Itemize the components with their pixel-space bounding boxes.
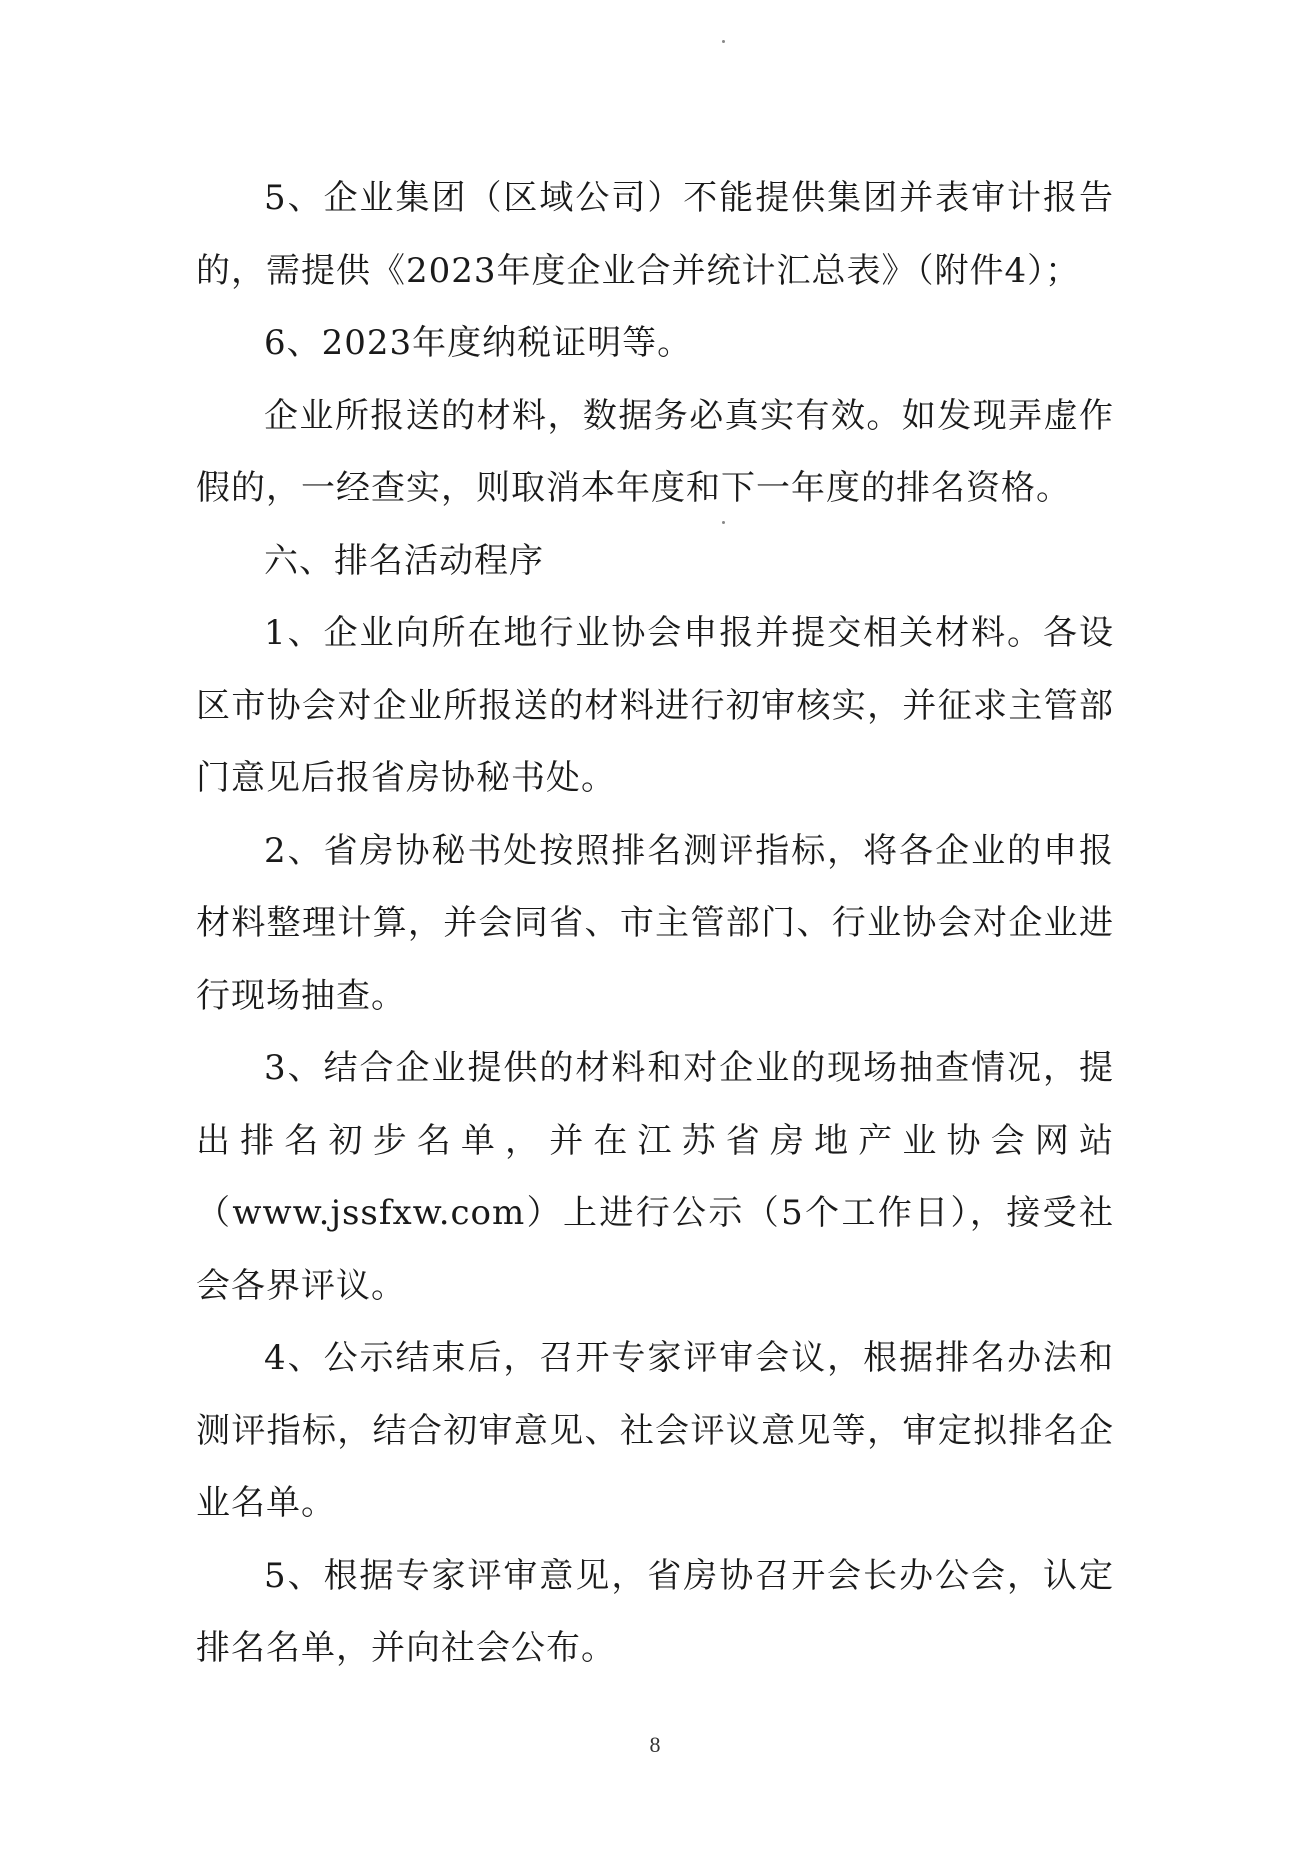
document-body xyxy=(196,162,1114,1685)
paragraph-step-2: 2、省房协秘书处按照排名测评指标，将各企业的申报材料整理计算，并会同省、市主管部门、行业协会对企业进行现场抽查。 xyxy=(196,830,1114,1016)
scan-speck xyxy=(722,40,725,43)
paragraph-item-6: 6、2023年度纳税证明等。 xyxy=(264,323,693,363)
page-number: 8 xyxy=(649,1732,661,1757)
paragraph-step-5: 5、根据专家评审意见，省房协召开会长办公会，认定排名名单，并向社会公布。 xyxy=(196,1555,1114,1668)
paragraph-step-3: 3、结合企业提供的材料和对企业的现场抽查情况，提出排名初步名单，并在江苏省房地产业协会网站（www.jssfxw.com）上进行公示（5个工作日），接受社会各界评议。 xyxy=(196,1048,1114,1306)
section-heading: 六、排名活动程序 xyxy=(264,540,544,581)
paragraph-authenticity-notice: 企业所报送的材料，数据务必真实有效。如发现弄虚作假的，一经查实，则取消本年度和下一年度的排名资格。 xyxy=(196,395,1114,508)
paragraph-step-1: 1、企业向所在地行业协会申报并提交相关材料。各设区市协会对企业所报送的材料进行初审核实，并征求主管部门意见后报省房协秘书处。 xyxy=(196,613,1114,798)
paragraph-step-4: 4、公示结束后，召开专家评审会议，根据排名办法和测评指标，结合初审意见、社会评议意见等，审定拟排名企业名单。 xyxy=(196,1338,1114,1523)
paragraph-item-5: 5、企业集团（区域公司）不能提供集团并表审计报告的，需提供《2023年度企业合并统计汇总表》（附件4）； xyxy=(196,178,1114,291)
